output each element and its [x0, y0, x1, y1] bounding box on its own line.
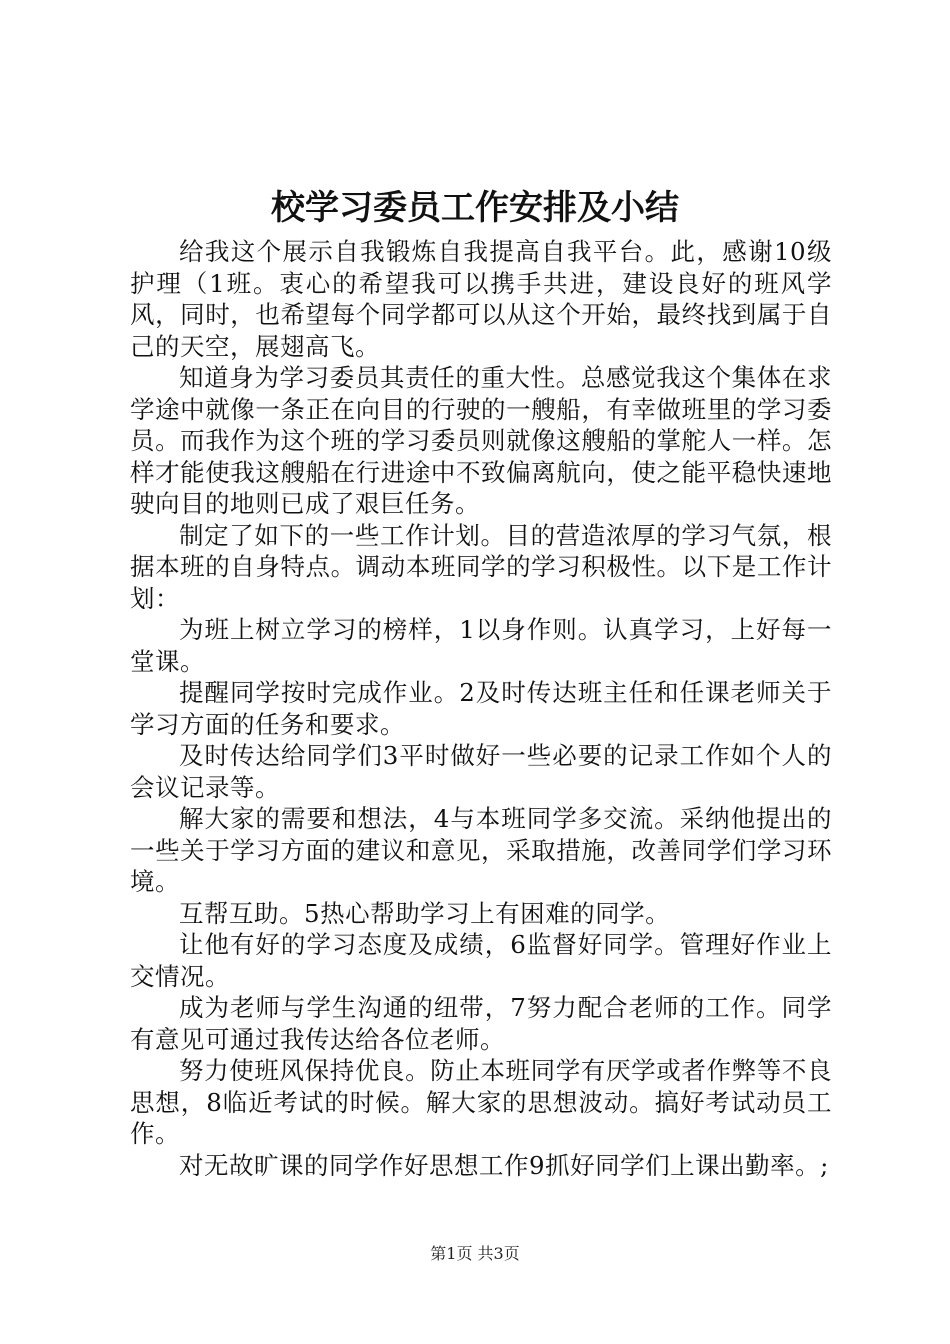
paragraph: 成为老师与学生沟通的纽带，7努力配合老师的工作。同学有意见可通过我传达给各位老师。	[130, 993, 832, 1054]
paragraph: 解大家的需要和想法，4与本班同学多交流。采纳他提出的一些关于学习方面的建议和意见，采取措施，改善同学们学习环境。	[130, 804, 832, 896]
paragraph: 给我这个展示自我锻炼自我提高自我平台。此，感谢10级护理（1班。衷心的希望我可以携手共进，建设良好的班风学风，同时，也希望每个同学都可以从这个开始，最终找到属于自己的天空，展翅高飞。	[130, 237, 832, 361]
paragraph: 知道身为学习委员其责任的重大性。总感觉我这个集体在求学途中就像一条正在向目的行驶的一艘船，有幸做班里的学习委员。而我作为这个班的学习委员则就像这艘船的掌舵人一样。怎样才能使我这艘船在行进途中不致偏离航向，使之能平稳快速地驶向目的地则已成了艰巨任务。	[130, 363, 832, 518]
document-title: 校学习委员工作安排及小结	[271, 188, 679, 228]
paragraph: 制定了如下的一些工作计划。目的营造浓厚的学习气氛，根据本班的自身特点。调动本班同学的学习积极性。以下是工作计划：	[130, 520, 832, 613]
paragraph: 对无故旷课的同学作好思想工作9抓好同学们上课出勤率。;	[179, 1150, 829, 1180]
paragraph: 提醒同学按时完成作业。2及时传达班主任和任课老师关于学习方面的任务和要求。	[130, 678, 832, 739]
paragraph: 让他有好的学习态度及成绩，6监督好同学。管理好作业上交情况。	[130, 930, 832, 991]
document-body	[130, 236, 832, 1181]
paragraph: 努力使班风保持优良。防止本班同学有厌学或者作弊等不良思想，8临近考试的时候。解大家的思想波动。搞好考试动员工作。	[130, 1056, 832, 1148]
paragraph: 为班上树立学习的榜样，1以身作则。认真学习，上好每一堂课。	[130, 615, 832, 676]
paragraph: 互帮互助。5热心帮助学习上有困难的同学。	[179, 898, 671, 928]
paragraph: 及时传达给同学们3平时做好一些必要的记录工作如个人的会议记录等。	[130, 741, 832, 802]
page-number: 第1页 共3页	[430, 1244, 520, 1263]
